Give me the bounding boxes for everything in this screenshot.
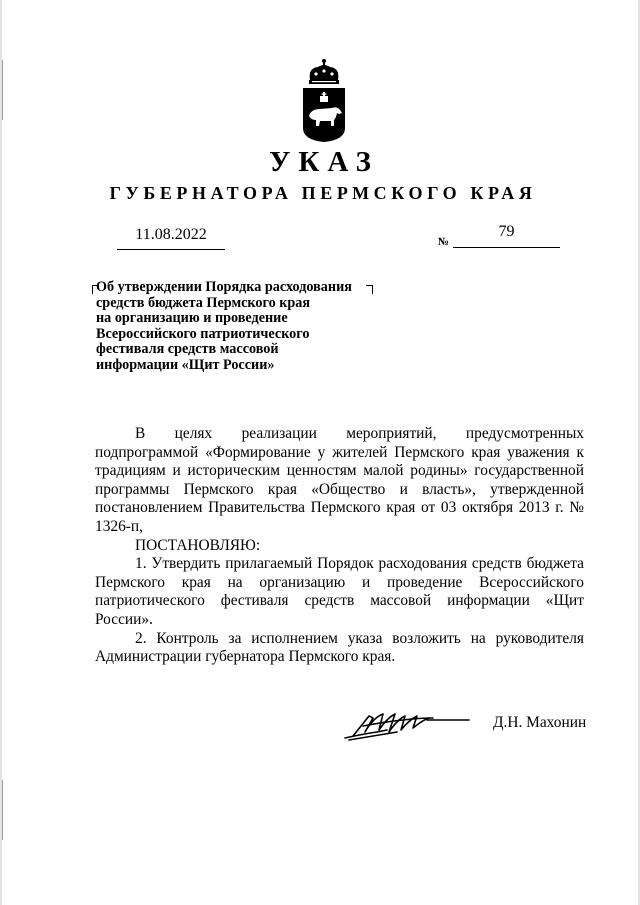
heading-line: средств бюджета Пермского края xyxy=(96,294,311,311)
heading-line: на организацию и проведение xyxy=(96,310,288,327)
heading-line: информации «Щит России» xyxy=(96,356,275,373)
heading-line: Об утверждении Порядка расходования xyxy=(96,279,352,295)
scan-edge-left xyxy=(0,0,2,905)
clause-1: 1. Утвердить прилагаемый Порядок расходования средств бюджета Пермского края на организацию и проведение Всероссийского патриотического фестиваля средств массовой информации «Щит России». xyxy=(95,555,584,628)
document-body xyxy=(95,425,584,667)
decree-keyword: ПОСТАНОВЛЯЮ: xyxy=(135,536,261,554)
clause-2: 2. Контроль за исполнением указа возложить на руководителя Администрации губернатора Пермского края. xyxy=(95,629,584,666)
heading-line: Всероссийского патриотического xyxy=(96,325,310,342)
heading-line: фестиваля средств массовой xyxy=(96,341,279,358)
scan-mark xyxy=(2,780,3,840)
scan-mark xyxy=(2,60,3,120)
document-date: 11.08.2022 xyxy=(117,225,225,250)
document-heading xyxy=(96,280,386,374)
document-title: УКАЗ xyxy=(269,146,379,178)
handwritten-signature-icon xyxy=(343,706,471,746)
preamble-paragraph: В целях реализации мероприятий, предусмотренных подпрограммой «Формирование у жителей Пермского края уважения к традициям и историческим ценностям малой родины» государственной программы Пермского края «Общество и власть», утвержденной постановлением Правительства Пермского края от 03 октября 2013 г. № 1326-п, xyxy=(95,425,584,535)
document-number: 79 xyxy=(453,222,560,248)
document-subtitle: ГУБЕРНАТОРА ПЕРМСКОГО КРАЯ xyxy=(109,183,537,203)
number-label: № xyxy=(438,236,450,248)
signer-name: Д.Н. Махонин xyxy=(493,714,587,731)
perm-krai-coat-of-arms-icon xyxy=(298,58,350,142)
